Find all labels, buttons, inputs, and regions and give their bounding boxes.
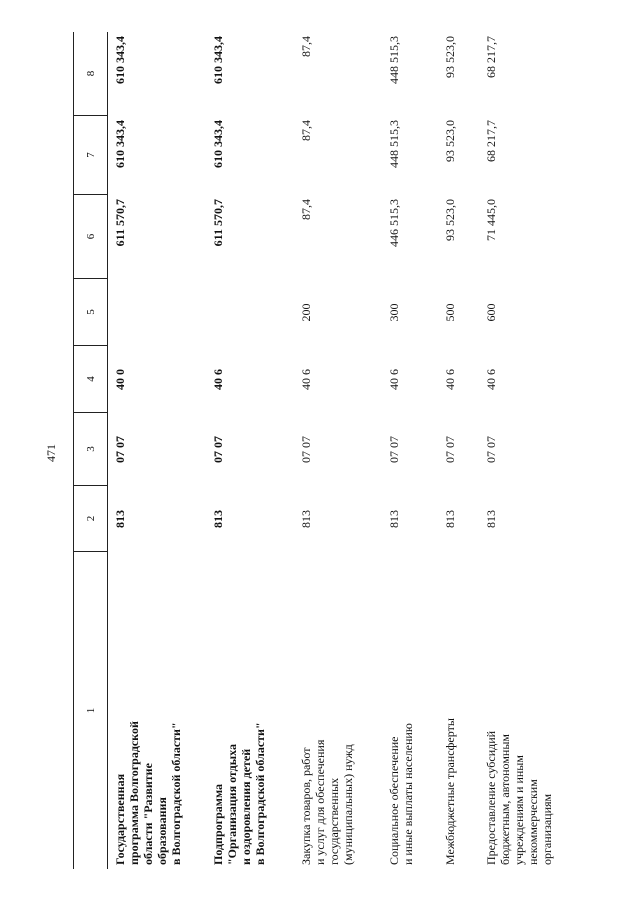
row-amount-2-cell: 448 515,3 xyxy=(387,120,401,168)
row-target-cell: 40 6 xyxy=(387,369,401,390)
row-section-cell: 07 07 xyxy=(443,436,457,463)
row-expense-type-cell: 200 xyxy=(299,303,313,322)
row-target-cell: 40 0 xyxy=(113,369,127,390)
row-amount-3-cell: 448 515,3 xyxy=(387,36,401,84)
table-header-row xyxy=(73,32,108,869)
table-row xyxy=(204,32,292,869)
row-section-cell: 07 07 xyxy=(113,436,127,463)
row-amount-3-cell: 610 343,4 xyxy=(113,36,127,84)
row-target-cell: 40 6 xyxy=(299,369,313,390)
row-amount-2-cell: 93 523,0 xyxy=(443,120,457,162)
row-ministry-cell: 813 xyxy=(113,510,127,528)
row-amount-1-cell: 71 445,0 xyxy=(484,199,498,241)
row-name-cell: Закупка товаров, работ и услуг для обеспечения государственных (муниципальных) нужд xyxy=(299,739,355,865)
row-target-cell: 40 6 xyxy=(484,369,498,390)
budget-table xyxy=(73,32,608,869)
budget-table-container xyxy=(73,32,608,869)
row-amount-1-cell: 611 570,7 xyxy=(113,199,127,247)
row-name-cell: Межбюджетные трансферты xyxy=(443,718,457,865)
table-row xyxy=(477,32,577,869)
row-expense-type-cell xyxy=(204,279,292,346)
row-expense-type-cell: 500 xyxy=(443,303,457,322)
row-target-cell: 40 6 xyxy=(443,369,457,390)
row-ministry-cell: 813 xyxy=(387,510,401,528)
row-amount-3-cell: 87,4 xyxy=(299,36,313,57)
header-col-4: 4 xyxy=(74,346,107,413)
row-name-cell: Подпрограмма "Организация отдыха и оздоровления детей в Волгоградской области" xyxy=(211,722,267,865)
row-name-cell: Государственная программа Волгоградской области "Развитие образования в Волгоградской области" xyxy=(113,721,183,865)
header-col-5: 5 xyxy=(74,279,107,346)
row-section-cell: 07 07 xyxy=(211,436,225,463)
table-row xyxy=(292,32,380,869)
row-ministry-cell: 813 xyxy=(299,510,313,528)
row-amount-2-cell: 87,4 xyxy=(299,120,313,141)
row-section-cell: 07 07 xyxy=(484,436,498,463)
row-ministry-cell: 813 xyxy=(211,510,225,528)
header-col-2: 2 xyxy=(74,486,107,552)
table-row xyxy=(436,32,477,869)
row-name-cell: Предоставление субсидий бюджетным, автономным учреждениям и иным некоммерческим организациям xyxy=(484,730,554,865)
row-amount-2-cell: 610 343,4 xyxy=(113,120,127,168)
header-col-7: 7 xyxy=(74,116,107,195)
row-ministry-cell: 813 xyxy=(443,510,457,528)
header-col-6: 6 xyxy=(74,195,107,279)
row-amount-3-cell: 68 217,7 xyxy=(484,36,498,78)
header-col-3: 3 xyxy=(74,413,107,486)
row-name-cell: Социальное обеспечение и иные выплаты населению xyxy=(387,723,415,865)
row-target-cell: 40 6 xyxy=(211,369,225,390)
row-ministry-cell: 813 xyxy=(484,510,498,528)
row-expense-type-cell: 300 xyxy=(387,303,401,322)
row-amount-1-cell: 446 515,3 xyxy=(387,199,401,247)
row-amount-3-cell: 610 343,4 xyxy=(211,36,225,84)
row-amount-3-cell: 93 523,0 xyxy=(443,36,457,78)
row-section-cell: 07 07 xyxy=(387,436,401,463)
row-amount-1-cell: 611 570,7 xyxy=(211,199,225,247)
row-amount-2-cell: 610 343,4 xyxy=(211,120,225,168)
row-amount-2-cell: 68 217,7 xyxy=(484,120,498,162)
header-col-1: 1 xyxy=(84,707,97,714)
row-amount-1-cell: 93 523,0 xyxy=(443,199,457,241)
row-section-cell: 07 07 xyxy=(299,436,313,463)
row-amount-1-cell: 87,4 xyxy=(299,199,313,220)
table-row xyxy=(106,32,204,869)
table-row xyxy=(380,32,436,869)
row-expense-type-cell xyxy=(106,279,204,346)
page-number: 471 xyxy=(44,444,58,462)
row-expense-type-cell: 600 xyxy=(484,303,498,322)
header-col-8: 8 xyxy=(74,32,107,116)
